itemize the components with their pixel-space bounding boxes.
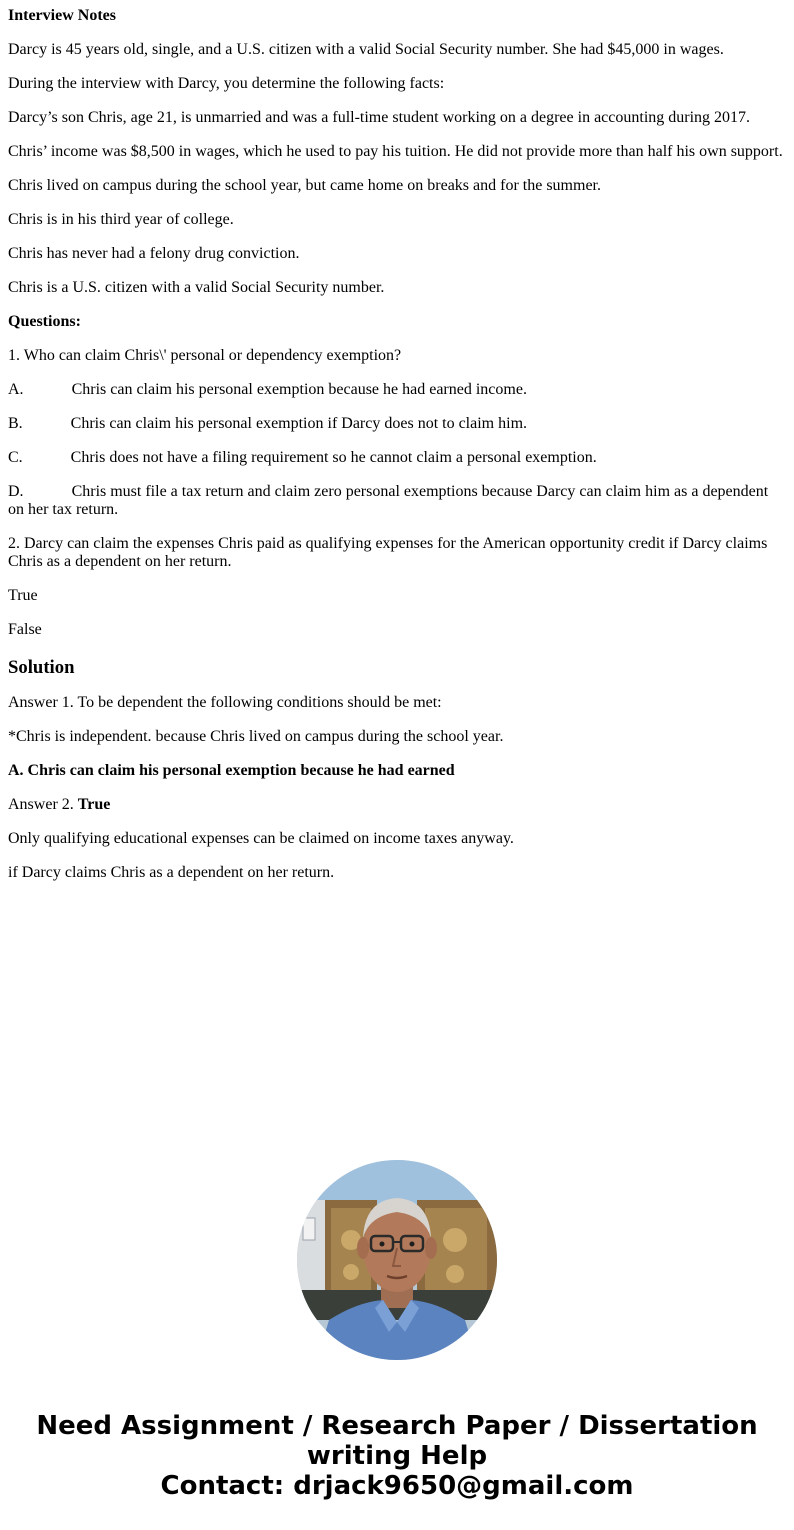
option-letter: D. xyxy=(8,483,24,500)
answer-2-value: True xyxy=(77,796,111,813)
promo-banner xyxy=(0,1411,794,1501)
question-2-option-true: True xyxy=(8,587,38,604)
note-line: Darcy is 45 years old, single, and a U.S. citizen with a valid Social Security number. She had $45,000 in wages. xyxy=(8,41,724,58)
note-line: Chris lived on campus during the school year, but came home on breaks and for the summer. xyxy=(8,177,601,194)
question-1-option-b xyxy=(8,415,786,433)
question-1: 1. Who can claim Chris\' personal or dependency exemption? xyxy=(8,347,402,364)
answer-2-prefix: Answer 2. xyxy=(8,796,78,813)
option-text: Chris can claim his personal exemption because he had earned income. xyxy=(71,381,527,398)
note-line: Chris is a U.S. citizen with a valid Social Security number. xyxy=(8,279,385,296)
answer-2-line: if Darcy claims Chris as a dependent on her return. xyxy=(8,864,335,881)
option-text: Chris can claim his personal exemption if Darcy does not to claim him. xyxy=(70,415,528,432)
promo-contact: Contact: drjack9650@gmail.com xyxy=(160,1471,634,1501)
option-text: Chris does not have a filing requirement so he cannot claim a personal exemption. xyxy=(70,449,597,466)
note-line: Darcy’s son Chris, age 21, is unmarried and was a full-time student working on a degree in accounting during 2017. xyxy=(8,109,751,126)
answer-2 xyxy=(8,796,786,814)
solution-heading: Solution xyxy=(8,657,75,678)
question-2: 2. Darcy can claim the expenses Chris paid as qualifying expenses for the American opportunity credit if Darcy claims Chris as a dependent on her return. xyxy=(8,535,768,570)
author-avatar xyxy=(297,1160,497,1360)
answer-2-line: Only qualifying educational expenses can be claimed on income taxes anyway. xyxy=(8,830,514,847)
answer-1-note: *Chris is independent. because Chris lived on campus during the school year. xyxy=(8,728,504,745)
question-1-option-c xyxy=(8,449,786,467)
option-letter: C. xyxy=(8,449,23,466)
answer-1-choice: A. Chris can claim his personal exemption because he had earned xyxy=(8,762,455,779)
note-line: Chris is in his third year of college. xyxy=(8,211,234,228)
question-1-option-d xyxy=(8,483,786,519)
notes-heading: Interview Notes xyxy=(8,7,116,24)
question-2-option-false: False xyxy=(8,621,42,638)
note-line: During the interview with Darcy, you determine the following facts: xyxy=(8,75,445,92)
question-1-option-a xyxy=(8,381,786,399)
option-letter: B. xyxy=(8,415,23,432)
option-text: Chris must file a tax return and claim zero personal exemptions because Darcy can claim him as a dependent on her tax return. xyxy=(8,483,769,518)
note-line: Chris has never had a felony drug conviction. xyxy=(8,245,300,262)
promo-line: writing Help xyxy=(306,1441,488,1471)
promo-line: Need Assignment / Research Paper / Dissertation xyxy=(36,1411,758,1441)
option-letter: A. xyxy=(8,381,24,398)
answer-1-intro: Answer 1. To be dependent the following conditions should be met: xyxy=(8,694,442,711)
document-body xyxy=(0,7,794,882)
questions-heading: Questions: xyxy=(8,313,81,330)
note-line: Chris’ income was $8,500 in wages, which he used to pay his tuition. He did not provide more than half his own support. xyxy=(8,143,783,160)
